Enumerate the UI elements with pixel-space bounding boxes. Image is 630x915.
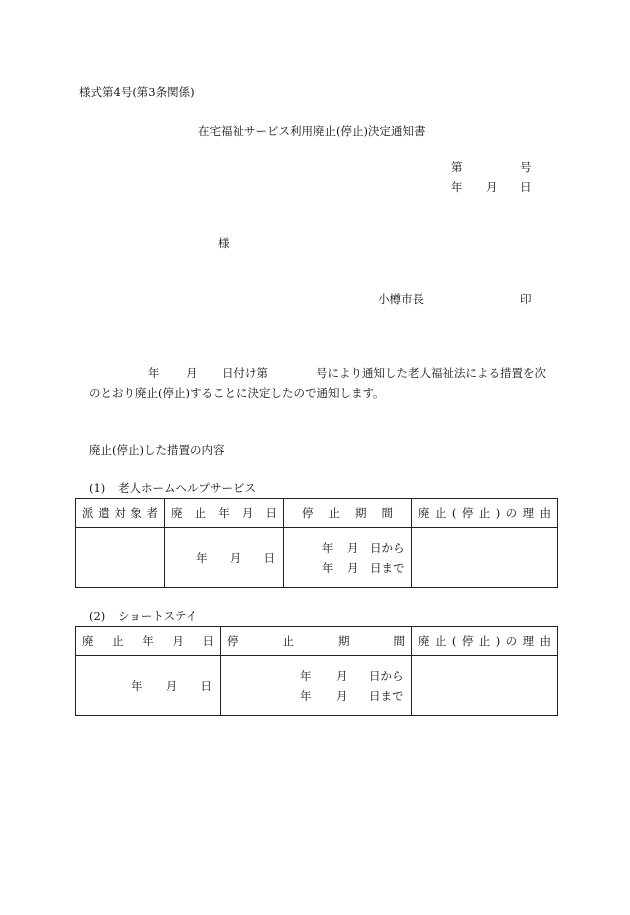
section1-title: 老人ホームヘルプサービス <box>118 481 256 495</box>
form-number: 様式第4号(第3条関係) <box>79 85 195 99</box>
abolish-year: 年 <box>196 550 208 565</box>
abolish-date-cell[interactable] <box>76 656 221 716</box>
header-reason: 廃 止 ( 停 止 ) の 理 由 <box>418 634 551 648</box>
recipient-honorific: 様 <box>218 236 230 250</box>
body-year: 年 <box>148 366 160 380</box>
period-from-month: 月 <box>336 668 348 683</box>
period-to-month: 月 <box>347 560 359 575</box>
abolish-day: 日 <box>200 678 212 693</box>
body-day-ref: 日付け第 <box>222 366 268 380</box>
table-header-row <box>76 627 558 656</box>
section1-number: (1) <box>89 481 106 495</box>
date-day: 日 <box>520 180 532 194</box>
header-target-person: 派 遣 対 象 者 <box>82 506 158 520</box>
abolish-date-cell[interactable] <box>165 528 284 588</box>
period-from-year: 年 <box>300 668 312 683</box>
period-from-year: 年 <box>322 540 334 555</box>
date-month: 月 <box>486 180 498 194</box>
header-reason: 廃 止 ( 停 止 ) の 理 由 <box>418 506 551 520</box>
section2-title: ショートステイ <box>118 609 198 623</box>
period-to-year: 年 <box>322 560 334 575</box>
header-suspend-period: 停 止 期 間 <box>302 506 393 520</box>
period-to-day: 日まで <box>369 688 404 703</box>
issuer-name: 小樽市長 <box>378 292 424 306</box>
abolish-month: 月 <box>229 550 242 565</box>
period-from-month: 月 <box>347 540 359 555</box>
doc-number-prefix: 第 <box>451 160 463 174</box>
period-to-month: 月 <box>336 688 348 703</box>
body-line2: のとおり廃止(停止)することに決定したので通知します。 <box>89 386 385 400</box>
header-suspend-period: 停 止 期 間 <box>227 634 405 648</box>
doc-number-suffix: 号 <box>520 160 532 174</box>
abolish-month: 月 <box>165 678 178 693</box>
issuer-seal: 印 <box>520 292 532 306</box>
section-heading: 廃止(停止)した措置の内容 <box>89 443 225 457</box>
reason-cell[interactable] <box>412 656 558 716</box>
header-abolish-date: 廃 止 年 月 日 <box>171 506 277 520</box>
target-person-cell[interactable] <box>76 528 165 588</box>
period-from-day: 日から <box>369 668 404 683</box>
document-title: 在宅福祉サービス利用廃止(停止)決定通知書 <box>198 124 426 138</box>
section1-table <box>75 498 558 588</box>
body-line1-rest: 号により通知した老人福祉法による措置を次 <box>316 366 546 380</box>
period-from-day: 日から <box>370 540 405 555</box>
period-to-day: 日まで <box>370 560 405 575</box>
section2-number: (2) <box>89 609 106 623</box>
abolish-day: 日 <box>263 550 275 565</box>
table-row <box>76 656 558 716</box>
period-to-year: 年 <box>300 688 312 703</box>
header-abolish-date: 廃 止 年 月 日 <box>82 634 214 648</box>
suspend-period-cell[interactable] <box>284 528 412 588</box>
reason-cell[interactable] <box>412 528 558 588</box>
section2-table <box>75 626 558 716</box>
abolish-year: 年 <box>131 678 143 693</box>
suspend-period-cell[interactable] <box>221 656 412 716</box>
table-header-row <box>76 499 558 528</box>
body-month: 月 <box>186 366 198 380</box>
table-row <box>76 528 558 588</box>
date-year: 年 <box>451 180 463 194</box>
